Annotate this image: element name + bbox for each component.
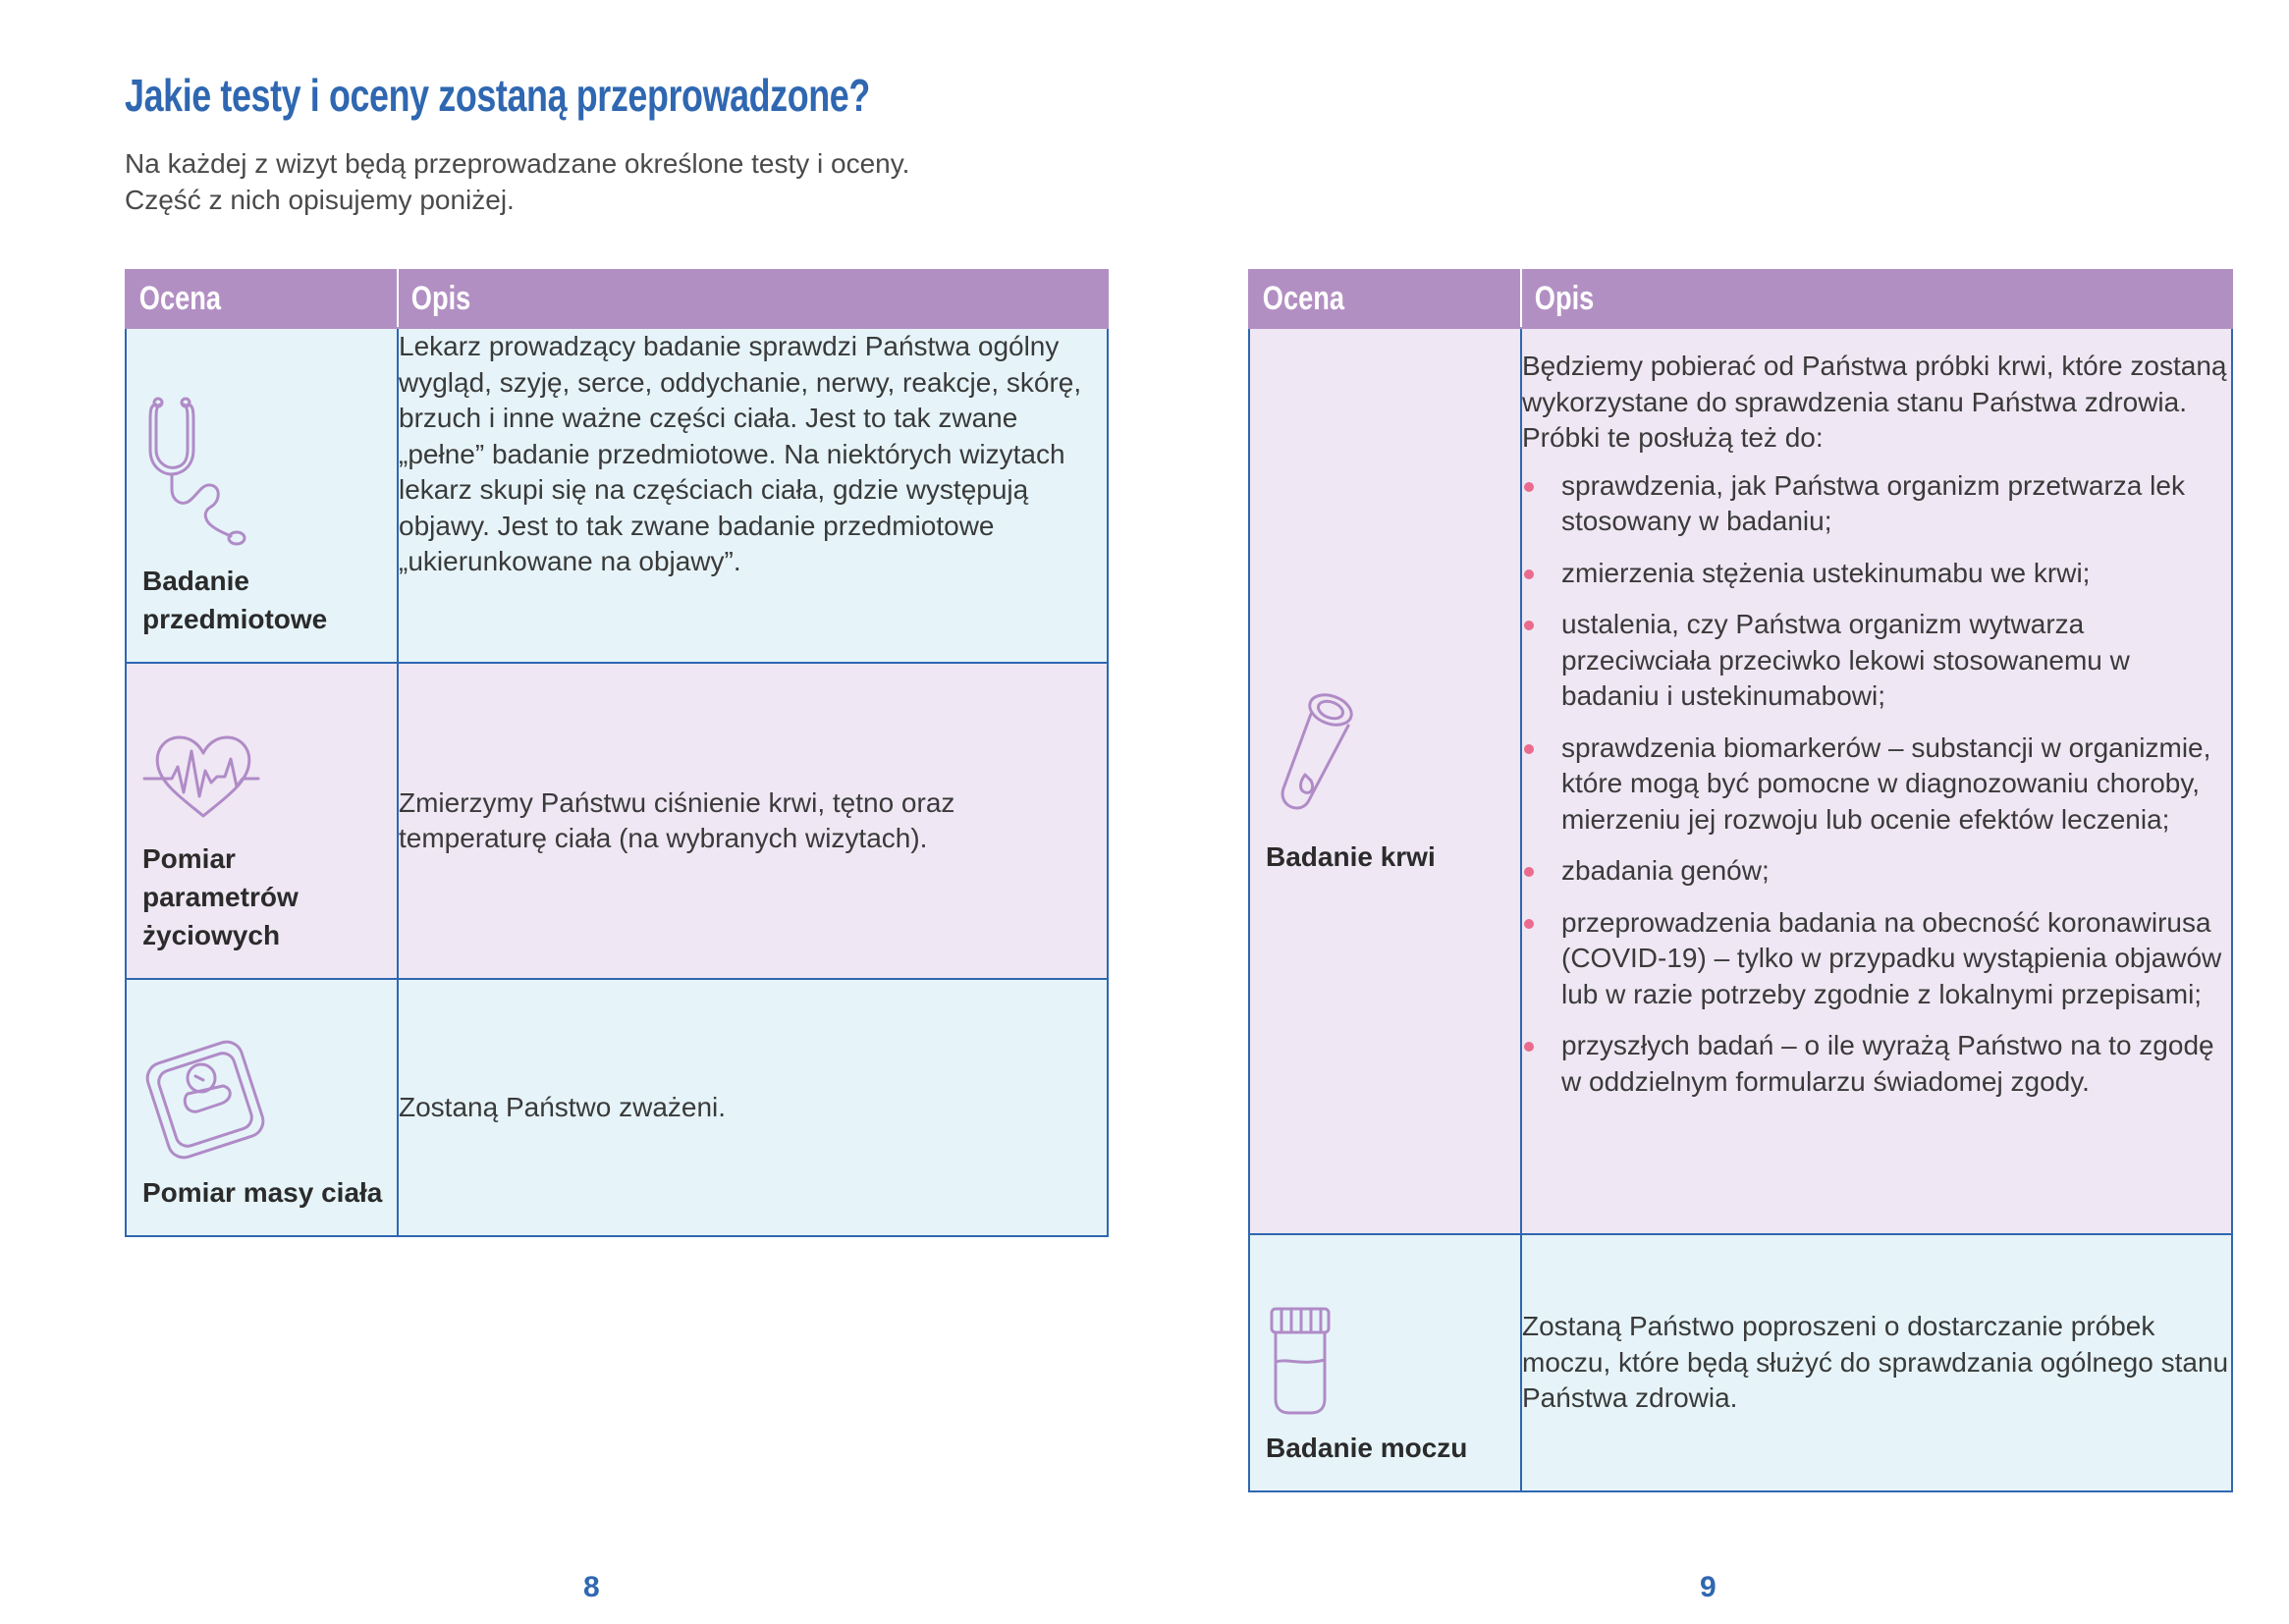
assessment-label: Badanie przedmiotowe bbox=[142, 566, 328, 634]
list-item: sprawdzenia biomarkerów – substancji w organizmie, które mogą być pomocne w diagnozowaniu choroby, mierzeniu jej rozwoju lub ocenie efektów leczenia; bbox=[1522, 731, 2231, 839]
description-cell bbox=[1521, 1234, 2232, 1491]
table-row bbox=[1249, 1234, 2232, 1491]
assessment-cell bbox=[126, 328, 398, 663]
column-header-assessment: Ocena bbox=[1249, 270, 1521, 328]
column-header-assessment: Ocena bbox=[126, 270, 398, 328]
intro-text bbox=[125, 145, 909, 218]
bullet-list bbox=[1522, 468, 2231, 1101]
description-text: Zostaną Państwo zważeni. bbox=[399, 1091, 727, 1122]
table-header-row bbox=[126, 270, 1108, 328]
list-item: przyszłych badań – o ile wyrażą Państwo na to zgodę w oddzielnym formularzu świadomej zgody. bbox=[1522, 1028, 2231, 1100]
description-intro: Będziemy pobierać od Państwa próbki krwi, które zostaną wykorzystane do sprawdzenia stanu Państwa zdrowia. Próbki te posłużą też do: bbox=[1522, 351, 2227, 453]
description-cell bbox=[1521, 328, 2232, 1234]
assessment-cell bbox=[126, 979, 398, 1236]
intro-line-2: Część z nich opisujemy poniżej. bbox=[125, 185, 515, 215]
description-text: Zmierzymy Państwu ciśnienie krwi, tętno oraz temperaturę ciała (na wybranych wizytach). bbox=[399, 786, 955, 853]
table-row bbox=[126, 328, 1108, 663]
list-item: ustalenia, czy Państwa organizm wytwarza przeciwciała przeciwko lekowi stosowanemu w badaniu i ustekinumabowi; bbox=[1522, 607, 2231, 715]
table-header-row bbox=[1249, 270, 2232, 328]
page-title: Jakie testy i oceny zostaną przeprowadzone? bbox=[125, 70, 870, 121]
table-row bbox=[1249, 328, 2232, 1234]
weight-scale-icon bbox=[142, 1037, 270, 1160]
description-text: Zostaną Państwo poproszeni o dostarczanie próbek moczu, które będą służyć do sprawdzania ogólnego stanu Państwa zdrowia. bbox=[1522, 1311, 2229, 1414]
assessment-cell bbox=[126, 663, 398, 979]
description-cell bbox=[398, 663, 1108, 979]
assessment-label: Pomiar parametrów życiowych bbox=[142, 843, 299, 950]
page-number-right: 9 bbox=[1700, 1571, 1717, 1603]
assessment-cell bbox=[1249, 1234, 1521, 1491]
table-row bbox=[126, 663, 1108, 979]
assessment-cell bbox=[1249, 328, 1521, 1234]
description-cell bbox=[398, 979, 1108, 1236]
column-header-description: Opis bbox=[398, 270, 1108, 328]
assessment-label: Pomiar masy ciała bbox=[142, 1177, 383, 1208]
assessment-label: Badanie moczu bbox=[1266, 1433, 1468, 1463]
table-row bbox=[126, 979, 1108, 1236]
blood-tube-icon bbox=[1266, 686, 1364, 824]
list-item: zmierzenia stężenia ustekinumabu we krwi; bbox=[1522, 556, 2231, 592]
page-number-left: 8 bbox=[583, 1571, 600, 1603]
list-item: sprawdzenia, jak Państwa organizm przetwarza lek stosowany w badaniu; bbox=[1522, 468, 2231, 540]
list-item: przeprowadzenia badania na obecność koronawirusa (COVID-19) – tylko w przypadku wystąpienia objawów lub w razie potrzeby zgodnie z lokalnymi przepisami; bbox=[1522, 905, 2231, 1013]
description-text: Lekarz prowadzący badanie sprawdzi Państwa ogólny wygląd, szyję, serce, oddychanie, nerwy, reakcje, skórę, brzuch i inne ważne części ciała. Jest to tak zwane „pełne” badanie przedmiotowe. Na niektórych wizytach lekarz skupi się na częściach ciała, gdzie występują objawy. Jest to tak zwane badanie przedmiotowe „ukierunkowane na objawy”. bbox=[399, 331, 1082, 576]
urine-container-icon bbox=[1266, 1305, 1335, 1415]
left-assessment-table bbox=[125, 269, 1109, 1237]
assessment-label: Badanie krwi bbox=[1266, 841, 1436, 872]
right-assessment-table bbox=[1248, 269, 2233, 1492]
list-item: zbadania genów; bbox=[1522, 853, 2231, 890]
stethoscope-icon bbox=[142, 391, 250, 548]
intro-line-1: Na każdej z wizyt będą przeprowadzane określone testy i oceny. bbox=[125, 148, 910, 179]
heart-pulse-icon bbox=[142, 728, 265, 826]
description-cell bbox=[398, 328, 1108, 663]
column-header-description: Opis bbox=[1521, 270, 2232, 328]
